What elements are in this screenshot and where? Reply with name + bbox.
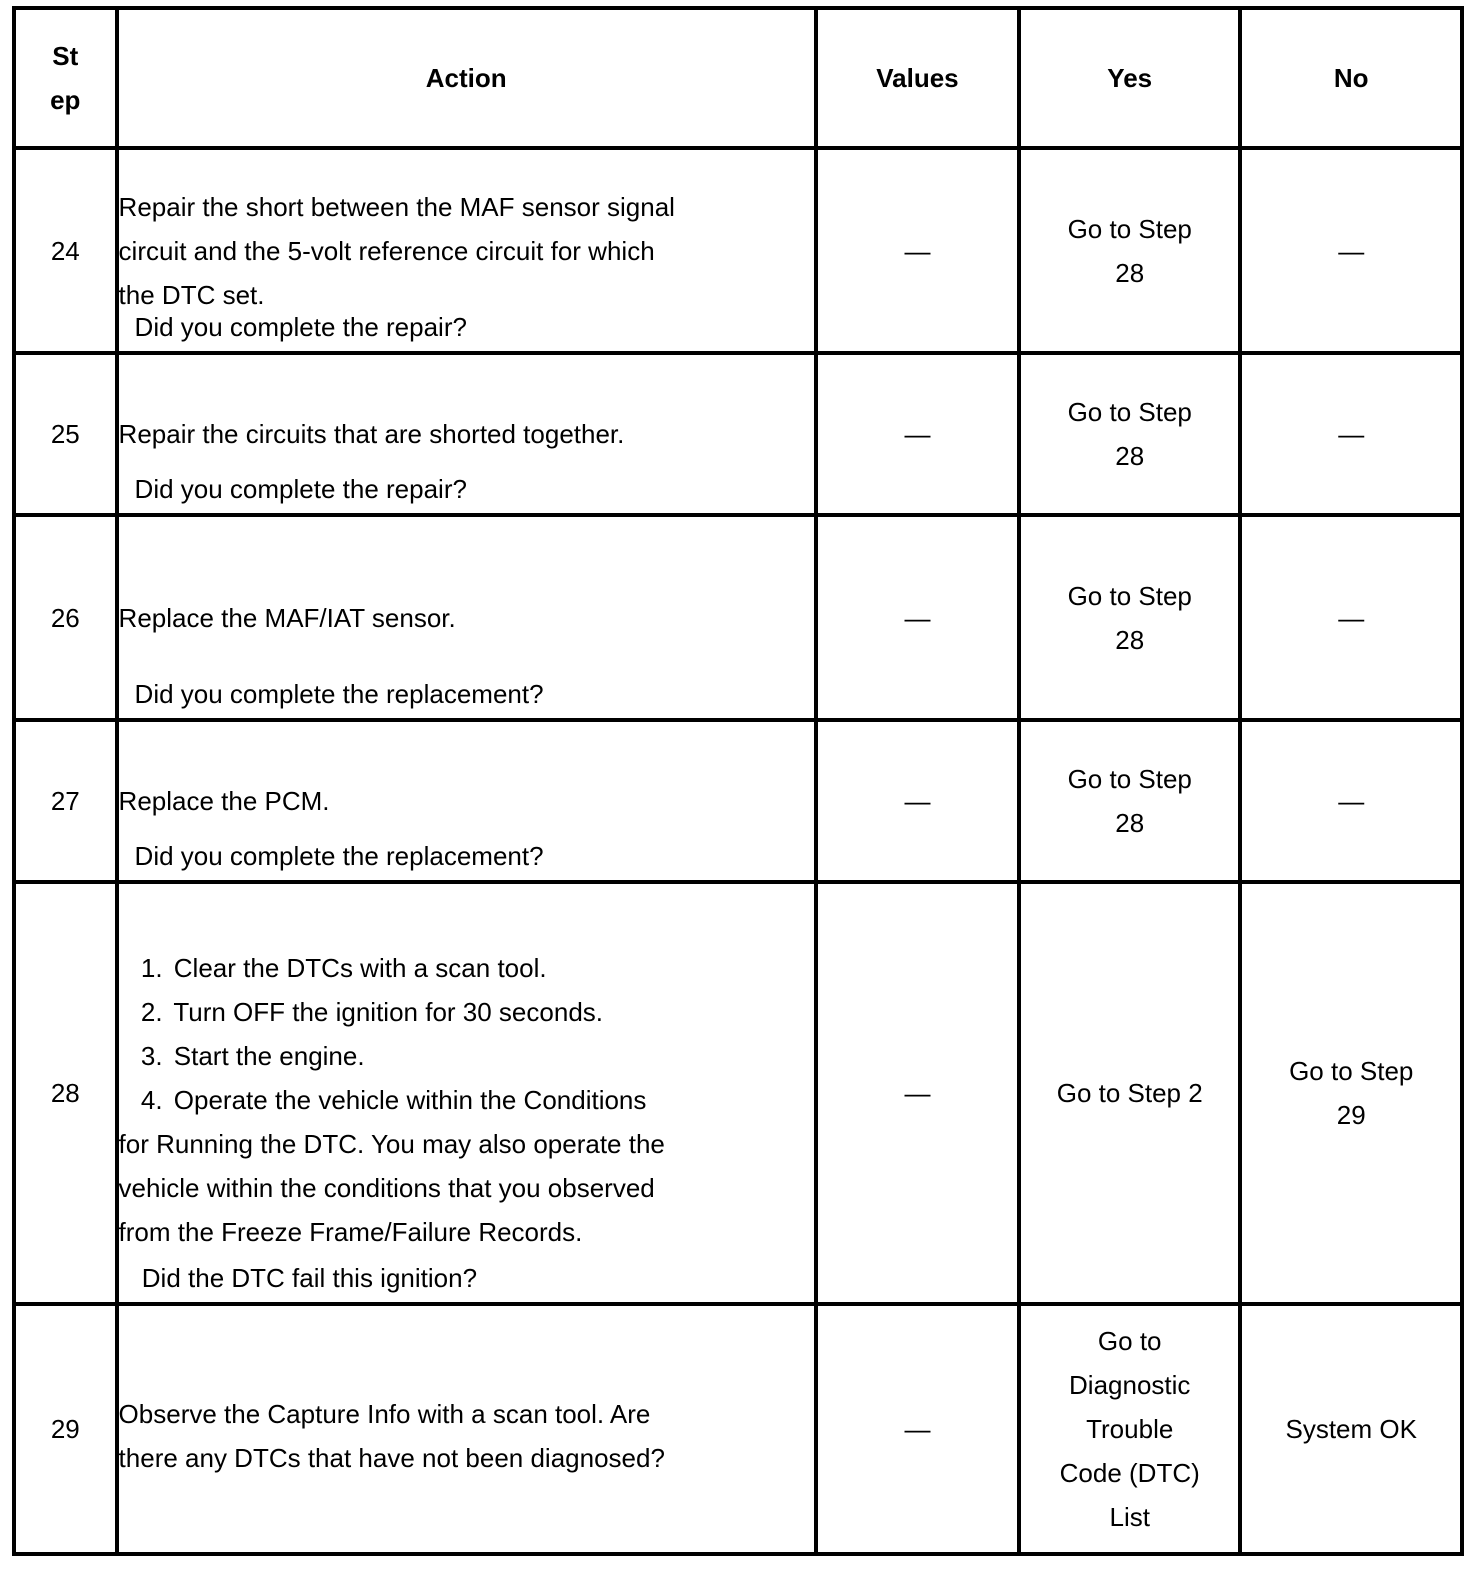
action-line: Repair the short between the MAF sensor signal	[118, 191, 675, 222]
action-cell	[117, 148, 816, 353]
no-line: Go to Step	[1289, 1056, 1414, 1086]
yes-line: 28	[1115, 808, 1145, 838]
yes-cell	[1019, 882, 1241, 1304]
list-number: 4.	[140, 1085, 163, 1115]
step-number: 29	[14, 1304, 117, 1554]
no-line: —	[1338, 235, 1365, 266]
yes-line: Go to Step 2	[1056, 1078, 1203, 1108]
list-text: Start the engine.	[173, 1041, 365, 1071]
action-line: Replace the MAF/IAT sensor.	[118, 602, 456, 633]
table-row	[14, 148, 1462, 353]
yes-cell	[1019, 515, 1241, 720]
list-item	[119, 946, 814, 990]
yes-line: Go to Step	[1067, 397, 1192, 427]
no-line: 29	[1336, 1100, 1366, 1130]
yes-line: Trouble	[1086, 1414, 1174, 1444]
no-line: System OK	[1285, 1414, 1417, 1444]
no-header: No	[1240, 8, 1462, 148]
yes-cell	[1019, 720, 1241, 882]
action-line: Repair the circuits that are shorted together.	[118, 419, 625, 449]
yes-line: Go to Step	[1067, 764, 1192, 794]
step-number: 25	[14, 353, 117, 515]
yes-cell	[1019, 148, 1241, 353]
list-number: 2.	[140, 997, 163, 1027]
table-row	[14, 1304, 1462, 1554]
action-question: Did you complete the replacement?	[134, 841, 544, 871]
table-row	[14, 720, 1462, 882]
list-text: Operate the vehicle within the Conditions	[173, 1085, 647, 1115]
diagnostic-table	[12, 6, 1464, 1556]
action-line: Replace the PCM.	[118, 786, 330, 816]
step-number: 27	[14, 720, 117, 882]
action-question: Did the DTC fail this ignition?	[134, 1263, 478, 1293]
action-cell	[117, 515, 816, 720]
table-row	[14, 882, 1462, 1304]
table-row	[14, 515, 1462, 720]
list-item	[119, 990, 814, 1034]
yes-line: Diagnostic	[1069, 1370, 1191, 1400]
yes-cell	[1019, 1304, 1241, 1554]
action-line: vehicle within the conditions that you observed	[118, 1173, 655, 1203]
no-line: —	[1338, 419, 1365, 449]
step-header-line-2: ep	[50, 85, 81, 115]
action-cell	[117, 720, 816, 882]
no-cell	[1240, 148, 1462, 353]
list-item	[119, 1034, 814, 1078]
action-line: the DTC set.	[118, 279, 265, 310]
list-text: Turn OFF the ignition for 30 seconds.	[173, 997, 603, 1027]
yes-line: Code (DTC)	[1059, 1458, 1200, 1488]
no-line: —	[1338, 786, 1365, 816]
yes-line: Go to Step	[1067, 213, 1192, 244]
step-number: 28	[14, 882, 117, 1304]
action-header: Action	[117, 8, 816, 148]
action-line: circuit and the 5-volt reference circuit for which	[118, 235, 655, 266]
table-row	[14, 353, 1462, 515]
action-cell	[117, 353, 816, 515]
step-header	[14, 8, 117, 148]
yes-line: List	[1109, 1502, 1150, 1532]
no-cell	[1240, 720, 1462, 882]
list-text: Clear the DTCs with a scan tool.	[173, 953, 547, 983]
no-cell	[1240, 515, 1462, 720]
yes-line: 28	[1115, 624, 1145, 655]
list-number: 1.	[140, 953, 163, 983]
yes-line: Go to Step	[1067, 580, 1192, 611]
values-header: Values	[816, 8, 1019, 148]
list-item	[119, 1078, 814, 1122]
step-number: 24	[14, 148, 117, 353]
action-cell	[117, 1304, 816, 1554]
yes-line: 28	[1115, 441, 1145, 471]
step-number: 26	[14, 515, 117, 720]
no-cell	[1240, 1304, 1462, 1554]
no-cell	[1240, 882, 1462, 1304]
list-number: 3.	[140, 1041, 163, 1071]
yes-line: Go to	[1097, 1326, 1162, 1356]
action-line: Observe the Capture Info with a scan tool. Are	[118, 1399, 651, 1429]
values-cell: —	[816, 148, 1019, 353]
action-question: Did you complete the repair?	[134, 312, 467, 342]
numbered-steps	[119, 946, 814, 1122]
action-line: for Running the DTC. You may also operate the	[118, 1129, 665, 1159]
action-line: there any DTCs that have not been diagnosed?	[118, 1443, 665, 1473]
step-header-line-1: St	[52, 41, 79, 71]
yes-header: Yes	[1019, 8, 1241, 148]
values-cell: —	[816, 353, 1019, 515]
values-cell: —	[816, 720, 1019, 882]
action-question: Did you complete the repair?	[134, 474, 467, 504]
values-cell: —	[816, 515, 1019, 720]
no-cell	[1240, 353, 1462, 515]
header-row	[14, 8, 1462, 148]
values-cell: —	[816, 1304, 1019, 1554]
action-cell	[117, 882, 816, 1304]
yes-cell	[1019, 353, 1241, 515]
no-line: —	[1338, 602, 1365, 633]
action-line: from the Freeze Frame/Failure Records.	[118, 1217, 583, 1247]
values-cell: —	[816, 882, 1019, 1304]
yes-line: 28	[1115, 257, 1145, 288]
action-question: Did you complete the replacement?	[134, 679, 544, 709]
